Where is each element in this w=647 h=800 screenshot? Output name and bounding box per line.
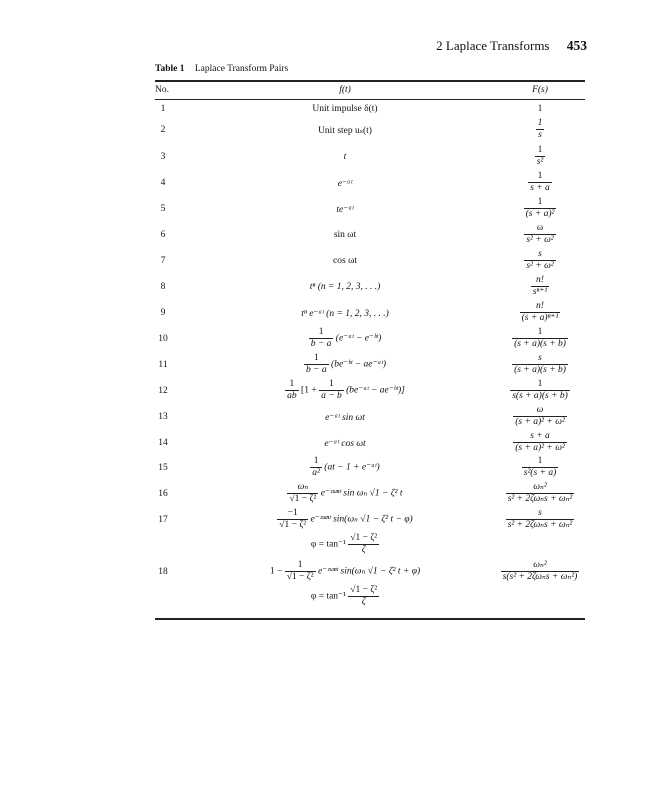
bottom-rule xyxy=(155,618,585,620)
transform: $\frac{s}{\text{s² + 2ζωₙs + ωₙ²}}$ xyxy=(507,508,573,530)
time-function: e⁻ᵃᵗ xyxy=(337,179,353,189)
row-number: 11 xyxy=(158,360,168,370)
row-number: 16 xyxy=(158,489,168,499)
time-function: 1 − $\frac{1}{\text{√1 − ζ²}}$ e⁻ᶻᵚⁿᵗ sin(ωₙ √1 − ζ² t + φ) φ = tan⁻¹ $\frac{\text{√1 − ζ²}}{\zeta}$ xyxy=(269,560,421,607)
row-number: 14 xyxy=(158,438,168,448)
transform: $\frac{1}{s + a}$ xyxy=(530,171,550,193)
transform: $\frac{n!}{\text{(s + a)ⁿ⁺¹}}$ xyxy=(521,301,559,323)
row-number: 9 xyxy=(160,308,166,318)
time-function: $\frac{1}{\text{a²}}$ (at − 1 + e⁻ᵃᵗ) xyxy=(312,456,380,478)
time-function: Unit impulse δ(t) xyxy=(312,104,378,114)
row-number: 3 xyxy=(160,152,166,162)
row-number: 1 xyxy=(160,104,166,114)
time-function: e⁻ᵃᵗ cos ωt xyxy=(324,439,366,449)
row-number: 13 xyxy=(158,412,168,422)
time-function: te⁻ᵃᵗ xyxy=(336,205,354,215)
time-function: sin ωt xyxy=(333,230,357,240)
row-number: 15 xyxy=(158,463,168,473)
time-function: $\frac{1}{b - a}$ (e⁻ᵃᵗ − e⁻ᵇᵗ) xyxy=(310,327,382,349)
time-function: $\frac{-1}{\text{√1 − ζ²}}$ e⁻ᶻᵚⁿᵗ sin(ωₙ √1 − ζ² t − φ) φ = tan⁻¹ $\frac{\text{√1 − ζ²}}{\zeta}$ xyxy=(279,508,413,555)
transform: $\frac{1}{s(s + a)(s + b)}$ xyxy=(512,379,568,401)
row-number: 18 xyxy=(158,567,168,577)
transform: $\frac{s}{(s + a)(s + b)}$ xyxy=(514,353,566,375)
transform: $\frac{s}{\text{s² + ω²}}$ xyxy=(526,249,554,271)
transform: $\frac{1}{\text{(s + a)²}}$ xyxy=(525,197,555,219)
section-title: 2 Laplace Transforms xyxy=(436,38,550,53)
row-number: 2 xyxy=(160,125,166,135)
time-function: tⁿ (n = 1, 2, 3, . . .) xyxy=(309,282,381,292)
time-function: t xyxy=(343,152,347,162)
transform: 1 xyxy=(537,104,543,114)
transform: $\frac{1}{(s + a)(s + b)}$ xyxy=(514,327,566,349)
time-function: e⁻ᵃᵗ sin ωt xyxy=(325,413,365,423)
transform: $\frac{1}{\text{s²}}$ xyxy=(536,145,544,167)
row-number: 4 xyxy=(160,178,166,188)
page-number: 453 xyxy=(566,38,587,53)
time-function: cos ωt xyxy=(333,256,357,266)
row-number: 8 xyxy=(160,282,166,292)
table-label: Table 1 xyxy=(155,64,185,74)
time-function: $\frac{\text{ωₙ}}{\text{√1 − ζ²}}$ e⁻ᶻᵚⁿᵗ sin ωₙ √1 − ζ² t xyxy=(289,482,403,504)
table-title: Laplace Transform Pairs xyxy=(194,64,289,74)
transform: $\frac{\text{ωₙ²}}{\text{s(s² + 2ζωₙs + ωₙ²)}}$ xyxy=(502,560,578,582)
row-number: 12 xyxy=(158,386,168,396)
col-f: f(t) xyxy=(339,85,351,95)
row-number: 7 xyxy=(160,256,166,266)
row-number: 10 xyxy=(158,334,168,344)
transform: $\frac{1}{s}$ xyxy=(537,118,543,140)
row-number: 6 xyxy=(160,230,166,240)
transform: $\frac{1}{\text{s²(s + a)}}$ xyxy=(523,456,557,478)
table-caption xyxy=(155,64,288,74)
col-no: No. xyxy=(155,85,169,95)
transform: $\frac{\text{ωₙ²}}{\text{s² + 2ζωₙs + ωₙ²}}$ xyxy=(507,482,573,504)
time-function: tⁿ e⁻ᵃᵗ (n = 1, 2, 3, . . .) xyxy=(301,309,389,319)
transform: $\frac{n!}{\text{sⁿ⁺¹}}$ xyxy=(532,275,548,297)
time-function: $\frac{1}{b - a}$ (be⁻ᵇᵗ − ae⁻ᵃᵗ) xyxy=(305,353,387,375)
header-rule xyxy=(155,99,585,100)
time-function: Unit step uₛ(t) xyxy=(318,126,372,136)
transform: $\frac{\omega}{\text{s² + ω²}}$ xyxy=(526,223,554,245)
col-F: F(s) xyxy=(532,85,548,95)
transform: $\frac{s + a}{\text{(s + a)² + ω²}}$ xyxy=(515,431,565,453)
transform: $\frac{\omega}{\text{(s + a)² + ω²}}$ xyxy=(515,405,565,427)
top-rule xyxy=(155,80,585,82)
running-head xyxy=(436,38,587,54)
time-function: $\frac{1}{ab}$ [1 + $\frac{1}{a - b}$ (be⁻ᵃᵗ − ae⁻ᵇᵗ)] xyxy=(287,379,405,401)
row-number: 17 xyxy=(158,515,168,525)
row-number: 5 xyxy=(160,204,166,214)
